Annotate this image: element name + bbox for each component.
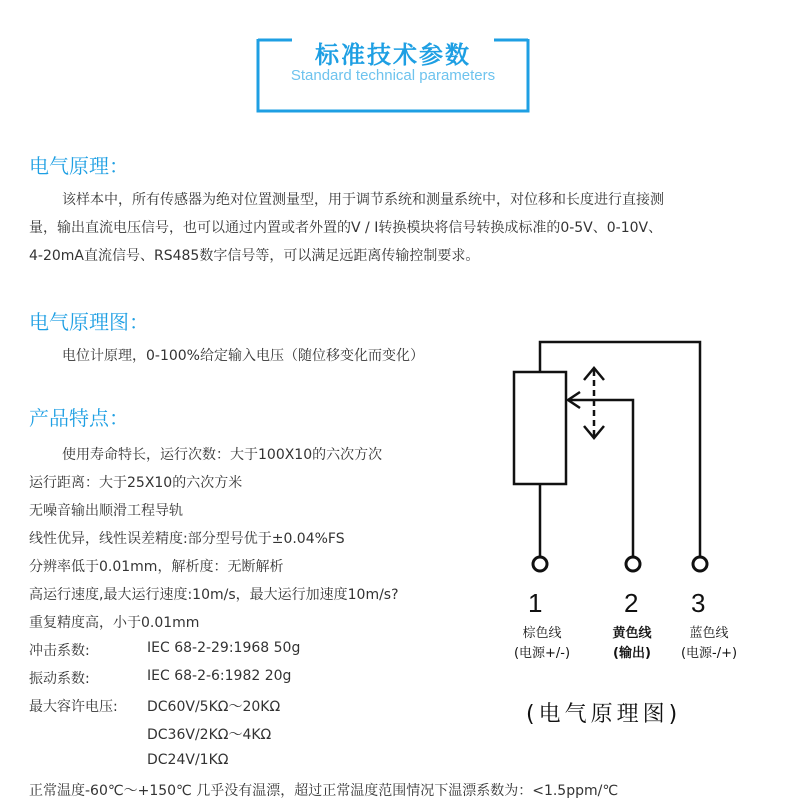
- spec-value: IEC 68-2-29:1968 50g: [147, 640, 301, 656]
- wire-color: 棕色线: [522, 626, 562, 641]
- spec-row: [29, 752, 359, 772]
- schematic-caption: (电气原理图): [526, 702, 682, 727]
- principle-line: 该样本中，所有传感器为绝对位置测量型，用于调节系统和测量系统中，对位移和长度进行直接测: [62, 192, 664, 208]
- terminal-3-icon: [693, 557, 707, 571]
- features-heading: 产品特点：: [29, 406, 129, 430]
- page-subtitle: Standard technical parameters: [290, 67, 496, 84]
- spec-row: [29, 696, 359, 716]
- wire-color: 蓝色线: [689, 626, 729, 641]
- page-title: 标准技术参数: [315, 41, 471, 69]
- feature-line: 无噪音输出顺滑工程导轨: [29, 503, 183, 519]
- diagram-description: 电位计原理，0-100%给定输入电压（随位移变化而变化）: [62, 348, 424, 364]
- feature-line: 线性优异，线性误差精度:部分型号优于±0.04%FS: [29, 531, 345, 547]
- resistor-body: [514, 372, 566, 484]
- terminal-1-number: 1: [528, 588, 543, 618]
- spec-value: IEC 68-2-6:1982 20g: [147, 668, 292, 684]
- terminal-1-icon: [533, 557, 547, 571]
- wire-role: (电源+/-): [513, 646, 571, 661]
- terminal-2-label: [594, 624, 670, 664]
- wire-color: 黄色线: [612, 626, 652, 641]
- terminal-2-number: 2: [624, 588, 639, 618]
- terminal-2-icon: [626, 557, 640, 571]
- temperature-note: 正常温度-60℃～+150℃ 几乎没有温漂，超过正常温度范围情况下温漂系数为：<1.5ppm/℃: [29, 783, 619, 799]
- spec-row: [29, 724, 359, 744]
- spec-label: 冲击系数:: [29, 643, 90, 659]
- spec-value: DC36V/2KΩ～4KΩ: [147, 727, 272, 743]
- spec-label: 最大容许电压:: [29, 699, 118, 715]
- principle-line: 4-20mA直流信号、RS485数字信号等，可以满足远距离传输控制要求。: [29, 248, 480, 264]
- principle-text: [29, 186, 769, 270]
- header-frame: [256, 29, 530, 113]
- wire-role: (输出): [613, 646, 651, 661]
- terminal-3-number: 3: [691, 588, 706, 618]
- spec-row: [29, 668, 359, 688]
- feature-line: 重复精度高，小于0.01mm: [29, 615, 200, 631]
- wiper-wire: [570, 400, 633, 558]
- spec-value: DC60V/5KΩ～20KΩ: [147, 699, 281, 715]
- principle-line: 量，输出直流电压信号，也可以通过内置或者外置的V / I转换模块将信号转换成标准的0-5V、0-10V、: [29, 220, 663, 236]
- feature-line: 分辨率低于0.01mm，解析度：无断解析: [29, 559, 284, 575]
- wire-role: (电源-/+): [680, 646, 738, 661]
- feature-line: 运行距离：大于25X10的六次方米: [29, 475, 243, 491]
- supply-wire-3: [540, 342, 700, 558]
- feature-line: 高运行速度,最大运行速度:10m/s，最大运行加速度10m/s?: [29, 587, 399, 603]
- terminal-1-label: [494, 624, 590, 664]
- terminal-3-label: [666, 624, 752, 664]
- diagram-heading: 电气原理图：: [29, 310, 149, 334]
- feature-line: 使用寿命特长，运行次数：大于100X10的六次方次: [62, 447, 383, 463]
- potentiometer-schematic: [490, 330, 750, 580]
- spec-value: DC24V/1KΩ: [147, 752, 229, 768]
- spec-label: 振动系数:: [29, 671, 90, 687]
- spec-row: [29, 640, 359, 660]
- principle-heading: 电气原理：: [29, 154, 129, 178]
